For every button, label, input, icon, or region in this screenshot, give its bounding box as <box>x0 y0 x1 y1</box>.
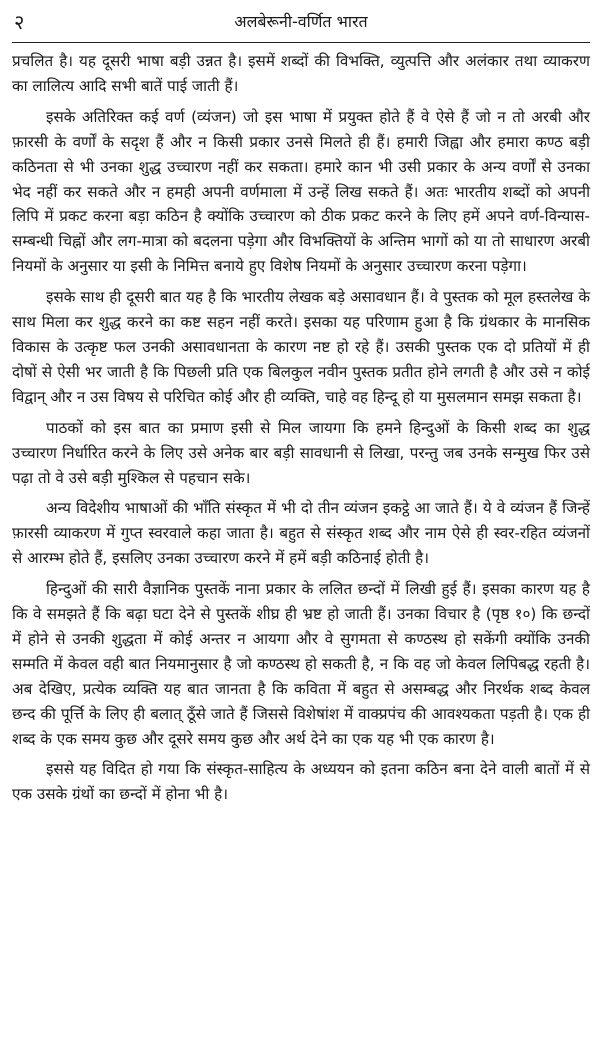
paragraph: प्रचलित है। यह दूसरी भाषा बड़ी उन्नत है। इसमें शब्दों की विभक्ति, व्युत्पत्ति और अलंकार तथा व्याकरण का लालित्य आदि सभी बातें पाई जाती हैं। <box>12 52 590 95</box>
paragraph: इसके साथ ही दूसरी बात यह है कि भारतीय लेखक बड़े असावधान हैं। वे पुस्तक को मूल हस्तलेख के साथ मिला कर शुद्ध करने का कष्ट सहन नहीं करते। इसका यह परिणाम हुआ है कि ग्रंथकार के मानसिक विकास के उत्कृष्ट फल उनकी असावधानता के कारण नष्ट हो रहे हैं। उसकी पुस्तक एक दो प्रतियों में ही दोषों से ऐसी भर जाती है कि पिछली प्रति एक बिलकुल नवीन पुस्तक प्रतीत होने लगती है और उसे न कोई विद्वान् और न उस विषय से परिचित कोई और ही व्यक्ति, चाहे वह हिन्दू हो या मुसलमान समझ सकता है। <box>12 288 590 406</box>
page-number: २ <box>14 10 25 34</box>
paragraph: हिन्दुओं की सारी वैज्ञानिक पुस्तकें नाना प्रकार के ललित छन्दों में लिखी हुई हैं। इसका कारण यह है कि वे समझते हैं कि बढ़ा घटा देने से पुस्तकें शीघ्र ही भ्रष्ट हो जाती हैं। उनका विचार है (पृष्ठ १०) कि छन्दों में होने से उनकी शुद्धता में कोई अन्तर न आयगा और वे सुगमता से कण्ठस्थ हो सकेंगी क्योंकि उनकी सम्मति में केवल वही बात नियमानुसार है जो कण्ठस्थ हो सकती है, न कि वह जो केवल लिपिबद्ध रहती है। अब देखिए, प्रत्येक व्यक्ति यह बात जानता है कि कविता में बहुत से असम्बद्ध और निरर्थक शब्द केवल छन्द की पूर्त्ति के लिए ही बलात् ठूँसे जाते हैं जिससे विशेषांश में वाक्प्रपंच की आवश्यकता पड़ती है। एक ही शब्द के एक समय कुछ और दूसरे समय कुछ और अर्थ देने का एक यह भी एक कारण है। <box>12 580 590 748</box>
body-text <box>12 49 590 807</box>
page-header <box>12 8 590 43</box>
paragraph: इससे यह विदित हो गया कि संस्कृत-साहित्य के अध्ययन को इतना कठिन बना देने वाली बातों में से एक उसके ग्रंथों का छन्दों में होना भी है। <box>12 760 590 804</box>
paragraph: अन्य विदेशीय भाषाओं की भाँति संस्कृत में भी दो तीन व्यंजन इकट्ठे आ जाते हैं। ये वे व्यंजन हैं जिन्हें फ़ारसी व्याकरण में गुप्त स्वरवाले कहा जाता है। बहुत से संस्कृत शब्द और नाम ऐसे ही स्वर-रहित व्यंजनों से आरम्भ होते हैं, इसलिए उनका उच्चारण करने में हमें बड़ी कठिनाई होती है। <box>12 499 590 568</box>
paragraph: इसके अतिरिक्त कई वर्ण (व्यंजन) जो इस भाषा में प्रयुक्त होते हैं वे ऐसे हैं जो न तो अरबी और फ़ारसी के वर्णों के सदृश हैं और न किसी प्रकार उनसे मिलते ही हैं। हमारी जिह्वा और हमारा कण्ठ बड़ी कठिनता से भी उनका शुद्ध उच्चारण नहीं कर सकता। हमारे कान भी उसी प्रकार के अन्य वर्णों से उनका भेद नहीं कर सकते और न हमही अपनी वर्णमाला में उन्हें लिख सकते हैं। अतः भारतीय शब्दों को अपनी लिपि में प्रकट करना बड़ा कठिन है क्योंकि उच्चारण को ठीक प्रकट करने के लिए हमें अपने वर्ण-विन्यास-सम्बन्धी चिह्नों और लग-मात्रा को बदलना पड़ेगा और विभक्तियों के अन्तिम भागों को या तो साधारण अरबी नियमों के अनुसार या इसी के निमित्त बनाये हुए विशेष नियमों के अनुसार उच्चारण करना पड़ेगा। <box>12 107 590 276</box>
paragraph: पाठकों को इस बात का प्रमाण इसी से मिल जायगा कि हमने हिन्दुओं के किसी शब्द का शुद्ध उच्चारण निर्धारित करने के लिए उसे अनेक बार बड़ी सावधानी से लिखा, परन्तु जब उनके सन्मुख फिर उसे पढ़ा तो वे उसे बड़ी मुश्किल से पहचान सके। <box>12 418 590 487</box>
running-title: अलबेरूनी-वर्णित भारत <box>234 12 368 31</box>
